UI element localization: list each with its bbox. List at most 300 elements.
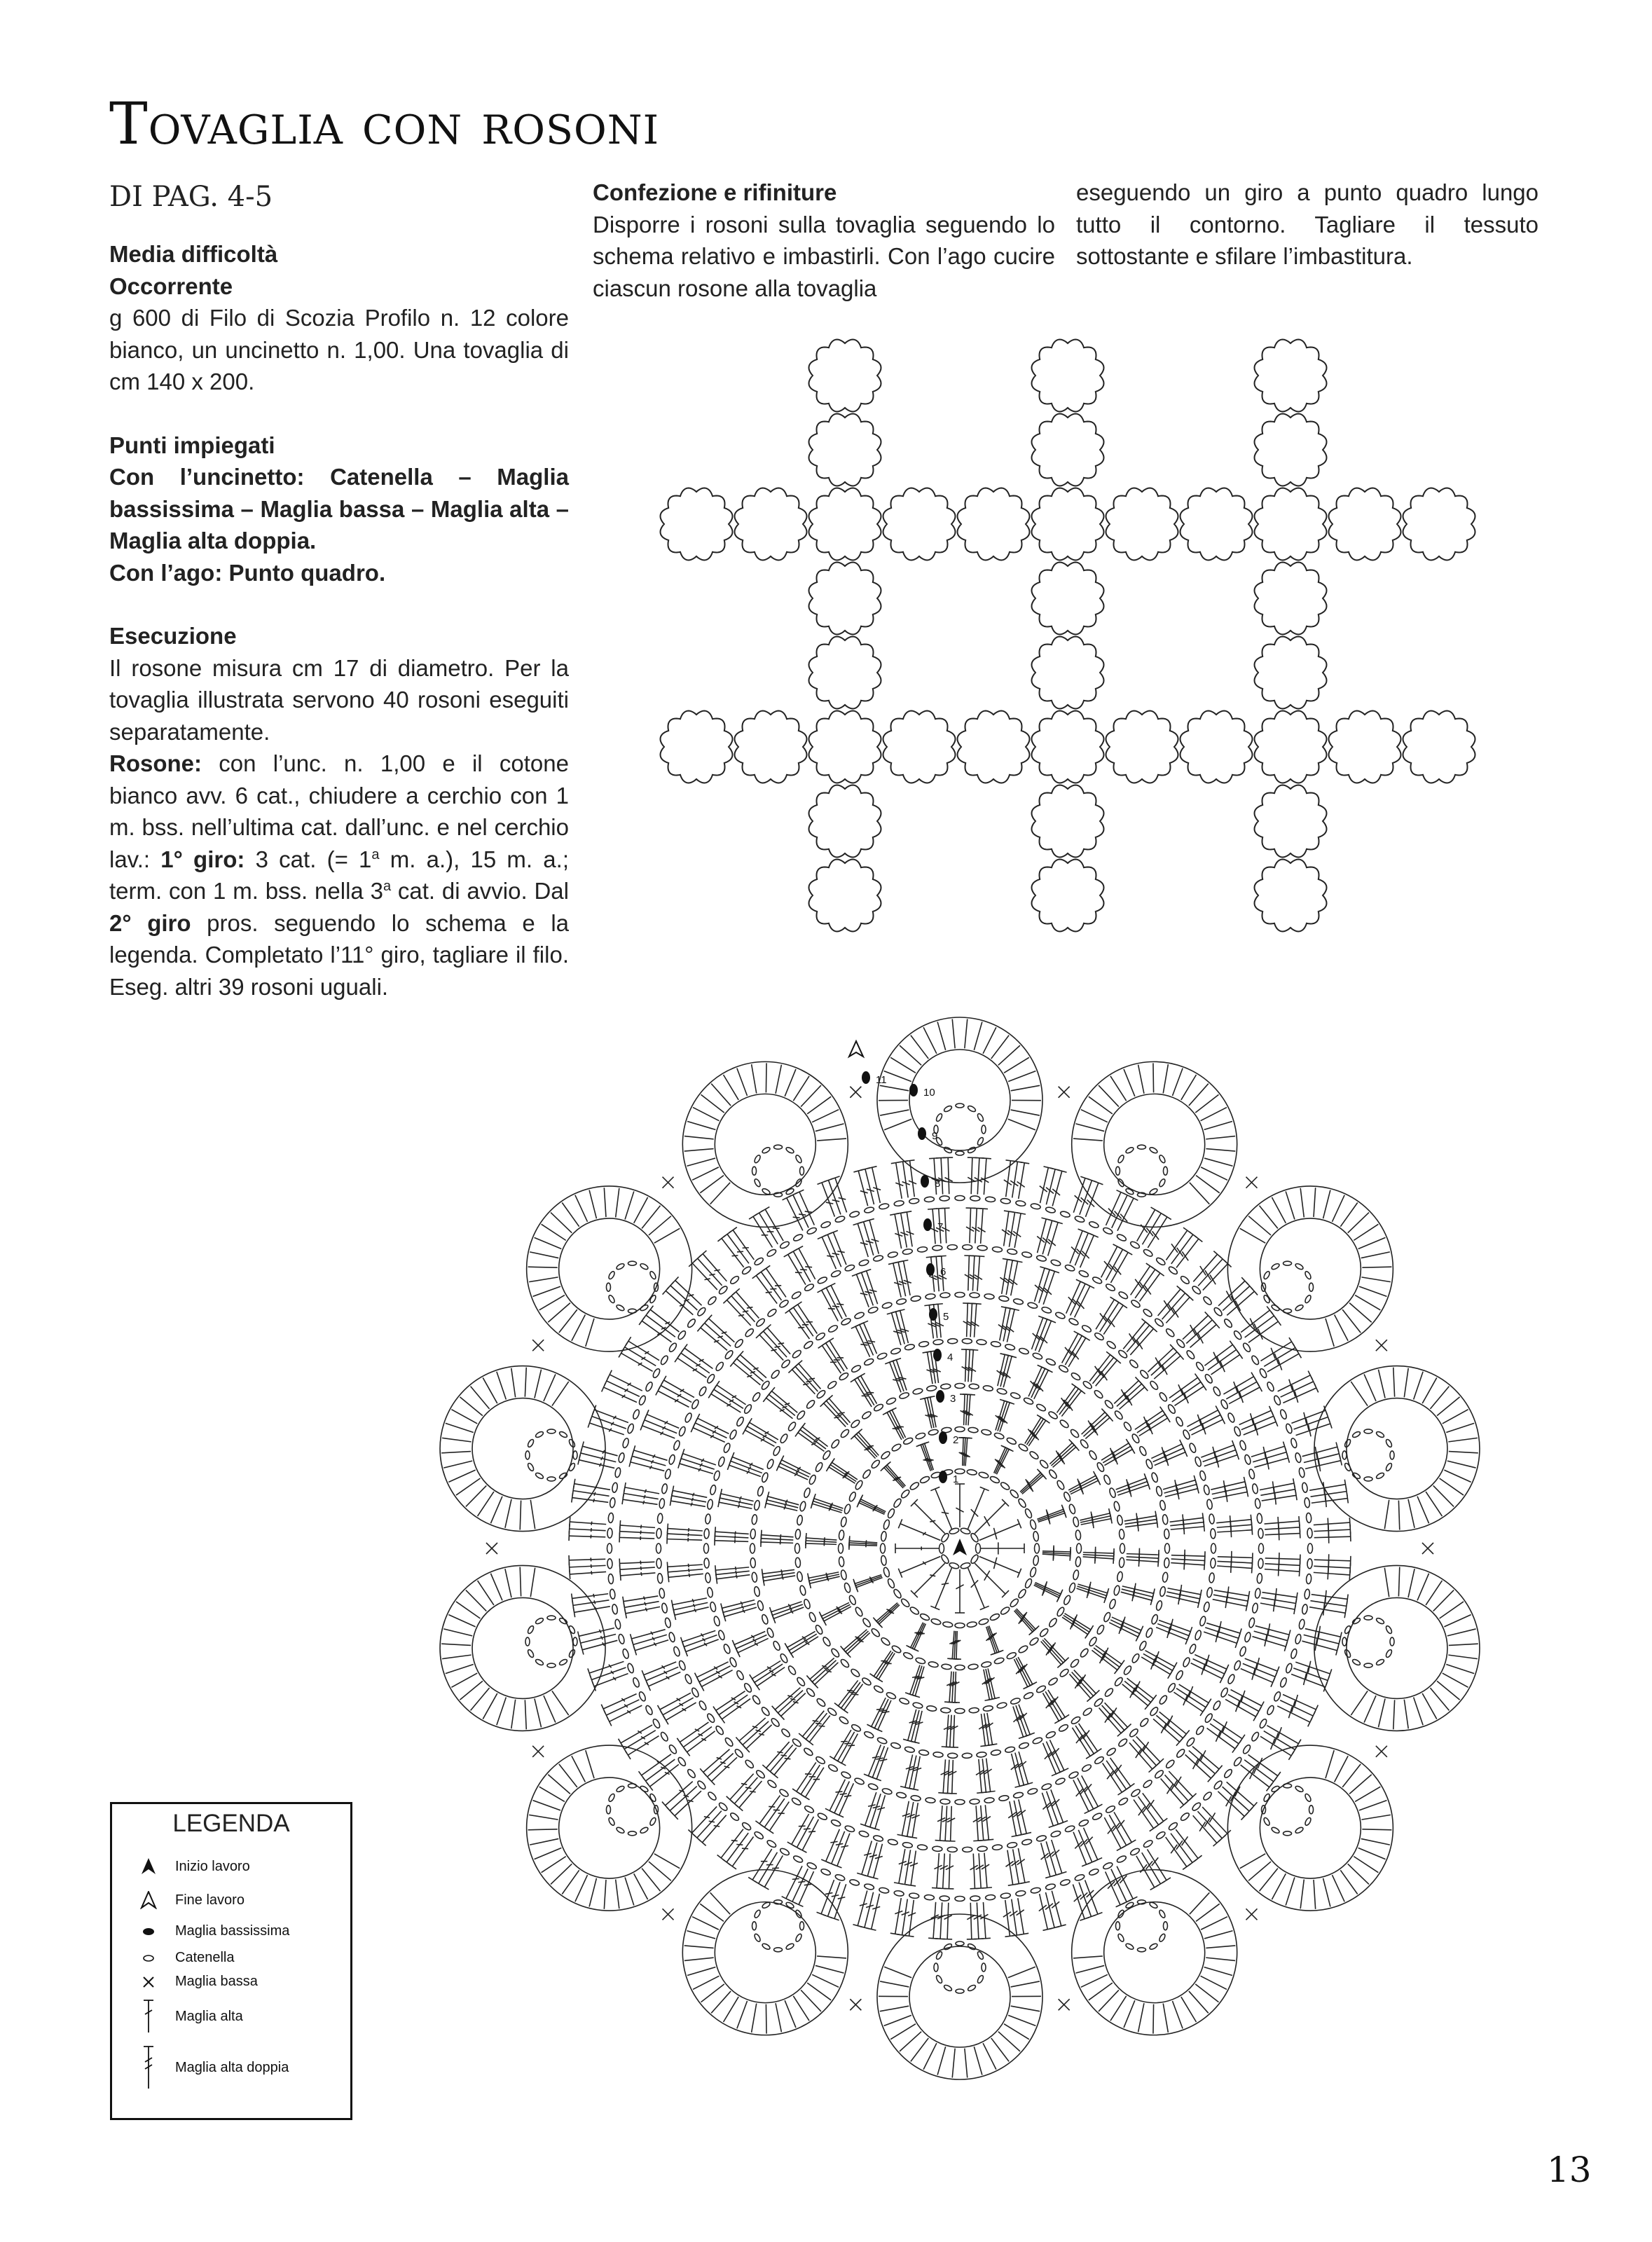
- chain-stitch: [1019, 1742, 1029, 1749]
- chain-stitch: [858, 1830, 869, 1838]
- chain-stitch: [947, 1847, 957, 1852]
- chain-stitch: [873, 1684, 884, 1693]
- fan-stitch: [711, 1991, 731, 2013]
- fan-stitch: [1348, 1213, 1369, 1233]
- stitch-mark: [1258, 1383, 1262, 1391]
- open-oval-icon: [142, 1954, 156, 1962]
- fan-stitch: [1314, 1880, 1316, 1909]
- stitch-mark: [1201, 1382, 1206, 1391]
- stitch-mark: [979, 1556, 1019, 1573]
- loop-chain: [628, 1831, 636, 1836]
- fan-stitch: [525, 1368, 526, 1397]
- chain-stitch: [930, 1618, 941, 1625]
- stitch-mark: [912, 1803, 918, 1837]
- stitch-mark: [1116, 1903, 1125, 1907]
- chain-stitch: [1165, 1543, 1170, 1553]
- loop-chain: [800, 1167, 804, 1175]
- loop-chain: [1385, 1462, 1393, 1471]
- stitch-mark: [645, 1608, 647, 1611]
- loop-chain: [649, 1817, 656, 1826]
- stitch-mark: [1295, 1490, 1297, 1500]
- fan-stitch: [1398, 1567, 1399, 1596]
- chain-stitch: [808, 1474, 817, 1485]
- chain-stitch: [1006, 1437, 1017, 1445]
- chain-stitch: [608, 1574, 614, 1584]
- chain-stitch: [787, 1665, 797, 1675]
- fan-stitch: [575, 1195, 588, 1222]
- stitch-mark: [1123, 1322, 1145, 1349]
- stitch-mark: [901, 1213, 907, 1247]
- chain-stitch: [1139, 1717, 1150, 1728]
- fan-stitch: [807, 1983, 831, 2000]
- fan-stitch: [1384, 1500, 1389, 1529]
- chain-stitch: [1233, 1426, 1241, 1437]
- stitch-mark: [1124, 1250, 1132, 1255]
- chain-stitch: [1129, 1847, 1141, 1856]
- chain-stitch: [899, 1391, 910, 1399]
- chain-stitch: [750, 1543, 755, 1553]
- chain-stitch: [1251, 1731, 1260, 1742]
- fan-stitch: [1204, 1931, 1232, 1939]
- chain-stitch: [657, 1574, 663, 1584]
- loop-chain: [1375, 1658, 1384, 1666]
- stitch-mark: [734, 1363, 761, 1385]
- stitch-mark: [1251, 1446, 1285, 1457]
- fan-stitch: [559, 1764, 577, 1787]
- stitch-mark: [895, 1214, 902, 1249]
- fan-stitch: [1110, 1996, 1127, 2021]
- stitch-mark: [841, 1734, 858, 1763]
- chain-stitch: [932, 1846, 942, 1852]
- stitch-mark: [691, 1498, 693, 1501]
- chain-stitch: [896, 1298, 907, 1305]
- fan-stitch: [776, 2003, 781, 2032]
- chain-stitch: [955, 1897, 965, 1901]
- chain-stitch: [659, 1498, 665, 1508]
- stitch-mark: [942, 1583, 949, 1585]
- chain-stitch: [1063, 1595, 1071, 1606]
- stitch-mark: [879, 1710, 886, 1711]
- fan-stitch: [625, 1878, 634, 1906]
- stitch-mark: [1295, 1662, 1330, 1674]
- stitch-mark: [619, 1562, 654, 1563]
- stitch-mark: [1042, 1551, 1071, 1552]
- chain-stitch: [844, 1264, 855, 1272]
- lobe-outline: [1314, 1366, 1480, 1532]
- stitch-mark: [975, 1304, 977, 1337]
- chain-stitch: [862, 1617, 872, 1628]
- stitch-mark: [644, 1495, 645, 1499]
- chain-stitch: [939, 1196, 949, 1202]
- fan-stitch: [1393, 1700, 1395, 1729]
- chain-stitch: [780, 1728, 791, 1738]
- stitch-mark: [1231, 1561, 1232, 1573]
- stitch-mark: [864, 1222, 874, 1256]
- loop-chain: [527, 1625, 535, 1634]
- stitch-mark: [591, 1571, 592, 1574]
- loop-chain: [1344, 1438, 1351, 1447]
- stitch-mark: [1148, 1424, 1152, 1434]
- stitch-mark: [692, 1599, 694, 1602]
- stitch-mark: [890, 1933, 900, 1934]
- stitch-mark: [747, 1418, 752, 1426]
- loop-chain: [1283, 1831, 1292, 1836]
- chain-stitch: [1035, 1543, 1040, 1553]
- stitch-mark: [1014, 1611, 1033, 1632]
- stitch-mark: [752, 1660, 781, 1679]
- fan-stitch: [1354, 1857, 1378, 1873]
- chain-stitch: [1102, 1862, 1113, 1870]
- chain-stitch: [1119, 1557, 1124, 1568]
- chain-stitch: [691, 1687, 700, 1698]
- fan-stitch: [654, 1228, 680, 1243]
- chain-stitch: [1206, 1587, 1213, 1597]
- chain-stitch: [715, 1361, 724, 1372]
- stitch-mark: [970, 1888, 979, 1889]
- stitch-mark: [739, 1718, 766, 1741]
- chain-stitch: [741, 1265, 752, 1275]
- loop-chain: [607, 1793, 615, 1802]
- loop-chain: [1364, 1616, 1372, 1620]
- stitch-mark: [1040, 1167, 1049, 1203]
- stitch-mark: [1231, 1690, 1262, 1706]
- stitch-mark: [640, 1531, 641, 1534]
- chain-stitch: [1180, 1812, 1190, 1822]
- chain-stitch: [803, 1747, 813, 1756]
- stitch-mark: [572, 1594, 609, 1599]
- chain-stitch: [941, 1707, 951, 1713]
- stitch-mark: [941, 1158, 943, 1195]
- stitch-mark: [1156, 1715, 1183, 1738]
- chain-stitch: [717, 1456, 725, 1467]
- stitch-mark: [1253, 1452, 1286, 1462]
- stitch-mark: [642, 1426, 675, 1438]
- chain-stitch: [632, 1409, 640, 1420]
- fan-stitch: [1204, 1967, 1232, 1976]
- chain-stitch: [1279, 1409, 1288, 1420]
- chain-stitch: [1188, 1443, 1197, 1454]
- chain-stitch: [1104, 1687, 1115, 1698]
- fan-stitch: [529, 1815, 558, 1820]
- stitch-mark: [695, 1673, 699, 1682]
- stitch-mark: [761, 1539, 793, 1540]
- stitch-mark: [905, 1160, 915, 1162]
- chain-stitch: [1000, 1606, 1010, 1616]
- chain-stitch: [1306, 1574, 1312, 1584]
- fan-stitch: [535, 1698, 542, 1727]
- fan-stitch: [548, 1303, 570, 1323]
- stitch-mark: [952, 1631, 954, 1659]
- fan-stitch: [1089, 1096, 1113, 1114]
- stitch-mark: [1166, 1595, 1199, 1603]
- stitch-mark: [984, 1516, 990, 1526]
- chain-stitch: [841, 1770, 852, 1780]
- chain-stitch: [881, 1543, 886, 1553]
- stitch-mark: [759, 1733, 764, 1735]
- finishing-text-continued: eseguendo un giro a punto quadro lungo tutto il contorno. Tagliare il tessuto sottostante e sfilare l’imbastitura.: [1076, 179, 1539, 269]
- stitch-mark: [1139, 1418, 1168, 1436]
- chain-stitch: [1213, 1307, 1223, 1317]
- chain-stitch: [894, 1200, 904, 1206]
- fan-stitch: [983, 2043, 996, 2070]
- chain-stitch: [912, 1388, 923, 1395]
- chain-stitch: [1138, 1640, 1148, 1651]
- stitch-mark: [792, 1878, 799, 1879]
- stitch-mark: [977, 1158, 979, 1195]
- loop-chain: [753, 1155, 761, 1164]
- stitch-mark: [1312, 1595, 1348, 1600]
- chain-stitch: [879, 1203, 889, 1210]
- chain-stitch: [1143, 1249, 1154, 1258]
- stitch-mark: [1052, 1901, 1059, 1908]
- loop-chain: [607, 1294, 615, 1303]
- stitch-mark: [1042, 1793, 1053, 1826]
- chain-stitch: [977, 1245, 987, 1251]
- stitch-mark: [684, 1635, 717, 1647]
- fan-stitch: [1351, 1382, 1368, 1406]
- chain-stitch: [1117, 1349, 1128, 1359]
- stitch-mark: [778, 1691, 803, 1713]
- fan-stitch: [952, 2049, 955, 2078]
- stitch-mark: [1012, 1899, 1017, 1935]
- stitch-mark: [1056, 1387, 1075, 1412]
- chain-stitch: [787, 1421, 797, 1431]
- stitch-mark: [1103, 1446, 1130, 1463]
- stitch-mark: [798, 1305, 818, 1334]
- stitch-mark: [1042, 1640, 1064, 1663]
- stitch-mark: [1305, 1461, 1341, 1469]
- chain-stitch: [1071, 1372, 1082, 1382]
- fan-stitch: [724, 1075, 739, 1100]
- stitch-mark: [942, 1513, 949, 1514]
- stitch-mark: [626, 1607, 660, 1614]
- chain-stitch: [926, 1705, 937, 1712]
- chain-stitch: [1058, 1364, 1069, 1373]
- fan-stitch: [625, 1191, 634, 1219]
- stitch-mark: [1024, 1684, 1033, 1689]
- fan-stitch: [1011, 1085, 1040, 1090]
- stitch-mark: [782, 1573, 783, 1576]
- loop-chain: [616, 1785, 625, 1793]
- stitch-mark: [1017, 1609, 1035, 1629]
- chain-stitch: [1242, 1342, 1252, 1352]
- stitch-mark: [1265, 1534, 1300, 1535]
- stitch-mark: [594, 1410, 628, 1422]
- fan-stitch: [1361, 1815, 1390, 1820]
- chain-stitch: [827, 1324, 839, 1333]
- stitch-mark: [914, 1503, 945, 1534]
- stitch-mark: [688, 1533, 689, 1536]
- stitch-mark: [1113, 1554, 1114, 1564]
- stitch-mark: [1150, 1885, 1159, 1890]
- stitch-mark: [620, 1567, 655, 1569]
- stitch-mark: [874, 1699, 888, 1728]
- stitch-mark: [682, 1344, 687, 1352]
- loop-chain: [573, 1451, 577, 1459]
- fan-stitch: [911, 2038, 928, 2061]
- stitch-mark: [819, 1612, 823, 1621]
- chain-stitch: [1298, 1619, 1305, 1630]
- stitch-mark: [769, 1394, 794, 1415]
- chain-stitch: [815, 1462, 824, 1473]
- stitch-mark: [738, 1504, 739, 1508]
- stitch-mark: [722, 1699, 750, 1719]
- stitch-mark: [591, 1528, 592, 1532]
- chain-stitch: [1185, 1349, 1195, 1360]
- stitch-mark: [1163, 1214, 1171, 1219]
- fan-stitch: [1326, 1750, 1334, 1778]
- chain-stitch: [1252, 1603, 1259, 1614]
- solid-arrowhead-icon: [140, 1857, 157, 1876]
- stitch-mark: [872, 1167, 881, 1203]
- chain-stitch: [614, 1619, 621, 1630]
- stitch-mark: [1015, 1753, 1024, 1785]
- chain-stitch: [902, 1651, 914, 1660]
- chain-stitch: [858, 1259, 869, 1267]
- fan-stitch: [693, 1108, 719, 1121]
- stitch-mark: [1184, 1557, 1185, 1569]
- fan-stitch: [1384, 1568, 1389, 1597]
- stitch-mark: [1206, 1623, 1240, 1633]
- fan-stitch: [1414, 1372, 1423, 1400]
- chain-stitch: [1210, 1529, 1216, 1539]
- fan-stitch: [1351, 1691, 1368, 1715]
- round-number: 5: [943, 1311, 949, 1323]
- stitch-mark: [1239, 1410, 1272, 1424]
- stitch-mark: [1204, 1455, 1237, 1466]
- stitch-mark: [635, 1640, 668, 1651]
- chain-stitch: [940, 1293, 950, 1298]
- chain-stitch: [1154, 1769, 1164, 1780]
- fan-stitch: [684, 1149, 714, 1152]
- chain-stitch: [1028, 1450, 1039, 1460]
- chain-stitch: [668, 1744, 678, 1754]
- fan-stitch: [1326, 1319, 1334, 1347]
- round-number: 11: [876, 1074, 887, 1086]
- loop-chain: [774, 1145, 783, 1149]
- chain-stitch: [839, 1372, 850, 1382]
- chain-stitch: [1307, 1559, 1313, 1569]
- chain-stitch: [1024, 1508, 1033, 1519]
- fan-stitch: [1422, 1693, 1437, 1719]
- stitch-mark: [1314, 1384, 1319, 1393]
- stitch-mark: [794, 1302, 802, 1307]
- fan-stitch: [991, 1036, 1009, 1059]
- legend-label: Maglia alta doppia: [175, 2059, 289, 2075]
- fan-stitch: [911, 1036, 928, 1059]
- chain-stitch: [696, 1307, 707, 1317]
- chain-stitch: [684, 1674, 692, 1685]
- stitch-mark: [838, 1732, 855, 1761]
- stitch-mark: [855, 1380, 872, 1407]
- chain-stitch: [729, 1275, 740, 1285]
- chain-stitch: [1244, 1632, 1251, 1642]
- chain-stitch: [1096, 1624, 1105, 1635]
- fan-stitch: [586, 1319, 594, 1347]
- giro2-label: 2° giro: [109, 909, 191, 936]
- chain-stitch: [890, 1742, 901, 1749]
- chain-stitch: [612, 1483, 618, 1493]
- chain-stitch: [942, 1664, 952, 1670]
- fan-stitch: [1447, 1629, 1476, 1636]
- chain-stitch: [1117, 1572, 1123, 1582]
- stitch-mark: [905, 1850, 911, 1884]
- stitch-mark: [693, 1493, 694, 1497]
- chain-stitch: [850, 1419, 860, 1429]
- stitch-mark: [965, 1394, 975, 1395]
- stitch-mark: [1280, 1700, 1313, 1716]
- fan-stitch: [525, 1700, 526, 1729]
- chain-stitch: [761, 1472, 769, 1483]
- stitch-mark: [844, 1684, 863, 1710]
- stitch-mark: [639, 1771, 645, 1779]
- stitch-mark: [1171, 1555, 1205, 1557]
- stitch-mark: [601, 1705, 605, 1714]
- loop-chain: [558, 1658, 567, 1666]
- chain-stitch: [806, 1399, 816, 1410]
- stitch-mark: [1214, 1590, 1248, 1596]
- chain-stitch: [1285, 1423, 1293, 1434]
- stitch-mark: [806, 1538, 837, 1540]
- fan-stitch: [589, 1878, 596, 1907]
- fan-stitch: [1362, 1829, 1391, 1830]
- chain-stitch: [962, 1338, 972, 1343]
- chain-stitch: [949, 1562, 959, 1569]
- chain-stitch: [657, 1513, 663, 1524]
- chain-stitch: [902, 1249, 913, 1255]
- loop-chain: [1262, 1793, 1270, 1802]
- loop-chain: [1271, 1827, 1280, 1834]
- fan-stitch: [654, 1854, 680, 1869]
- chain-stitch: [1138, 1445, 1148, 1457]
- chain-stitch: [1298, 1467, 1305, 1478]
- round-number: 8: [935, 1178, 941, 1190]
- stitch-mark: [1019, 1752, 1028, 1784]
- stitch-mark: [1019, 1162, 1029, 1164]
- stitch-mark: [1278, 1375, 1311, 1391]
- fan-stitch: [448, 1615, 475, 1627]
- fan-stitch: [880, 1110, 909, 1115]
- stitch-mark: [1305, 1629, 1341, 1637]
- chain-stitch: [1164, 1557, 1169, 1567]
- stitch-mark: [887, 1465, 905, 1486]
- fan-stitch: [1430, 1688, 1449, 1710]
- chain-stitch: [778, 1299, 789, 1309]
- chain-stitch: [827, 1380, 837, 1390]
- chain-stitch: [724, 1349, 734, 1360]
- loop-chain: [1375, 1617, 1384, 1625]
- chain-stitch: [851, 1724, 862, 1733]
- chain-stitch: [607, 1528, 613, 1538]
- stitch-mark: [826, 1670, 832, 1672]
- stitch-mark: [982, 1759, 986, 1792]
- stitch-mark: [766, 1292, 772, 1293]
- chain-stitch: [698, 1700, 707, 1711]
- fan-stitch: [1358, 1848, 1386, 1859]
- chain-stitch: [770, 1717, 780, 1728]
- stitch-mark: [780, 1538, 781, 1541]
- chain-stitch: [839, 1716, 850, 1726]
- fan-stitch: [1417, 1497, 1429, 1524]
- chain-stitch: [939, 1896, 949, 1901]
- stitch-mark: [799, 1733, 806, 1740]
- chain-stitch: [900, 1597, 911, 1608]
- chain-stitch: [989, 1613, 1000, 1622]
- chain-stitch: [743, 1403, 753, 1415]
- stitch-mark: [945, 1806, 947, 1841]
- fan-stitch: [884, 2015, 911, 2026]
- fan-stitch: [1008, 1119, 1035, 1129]
